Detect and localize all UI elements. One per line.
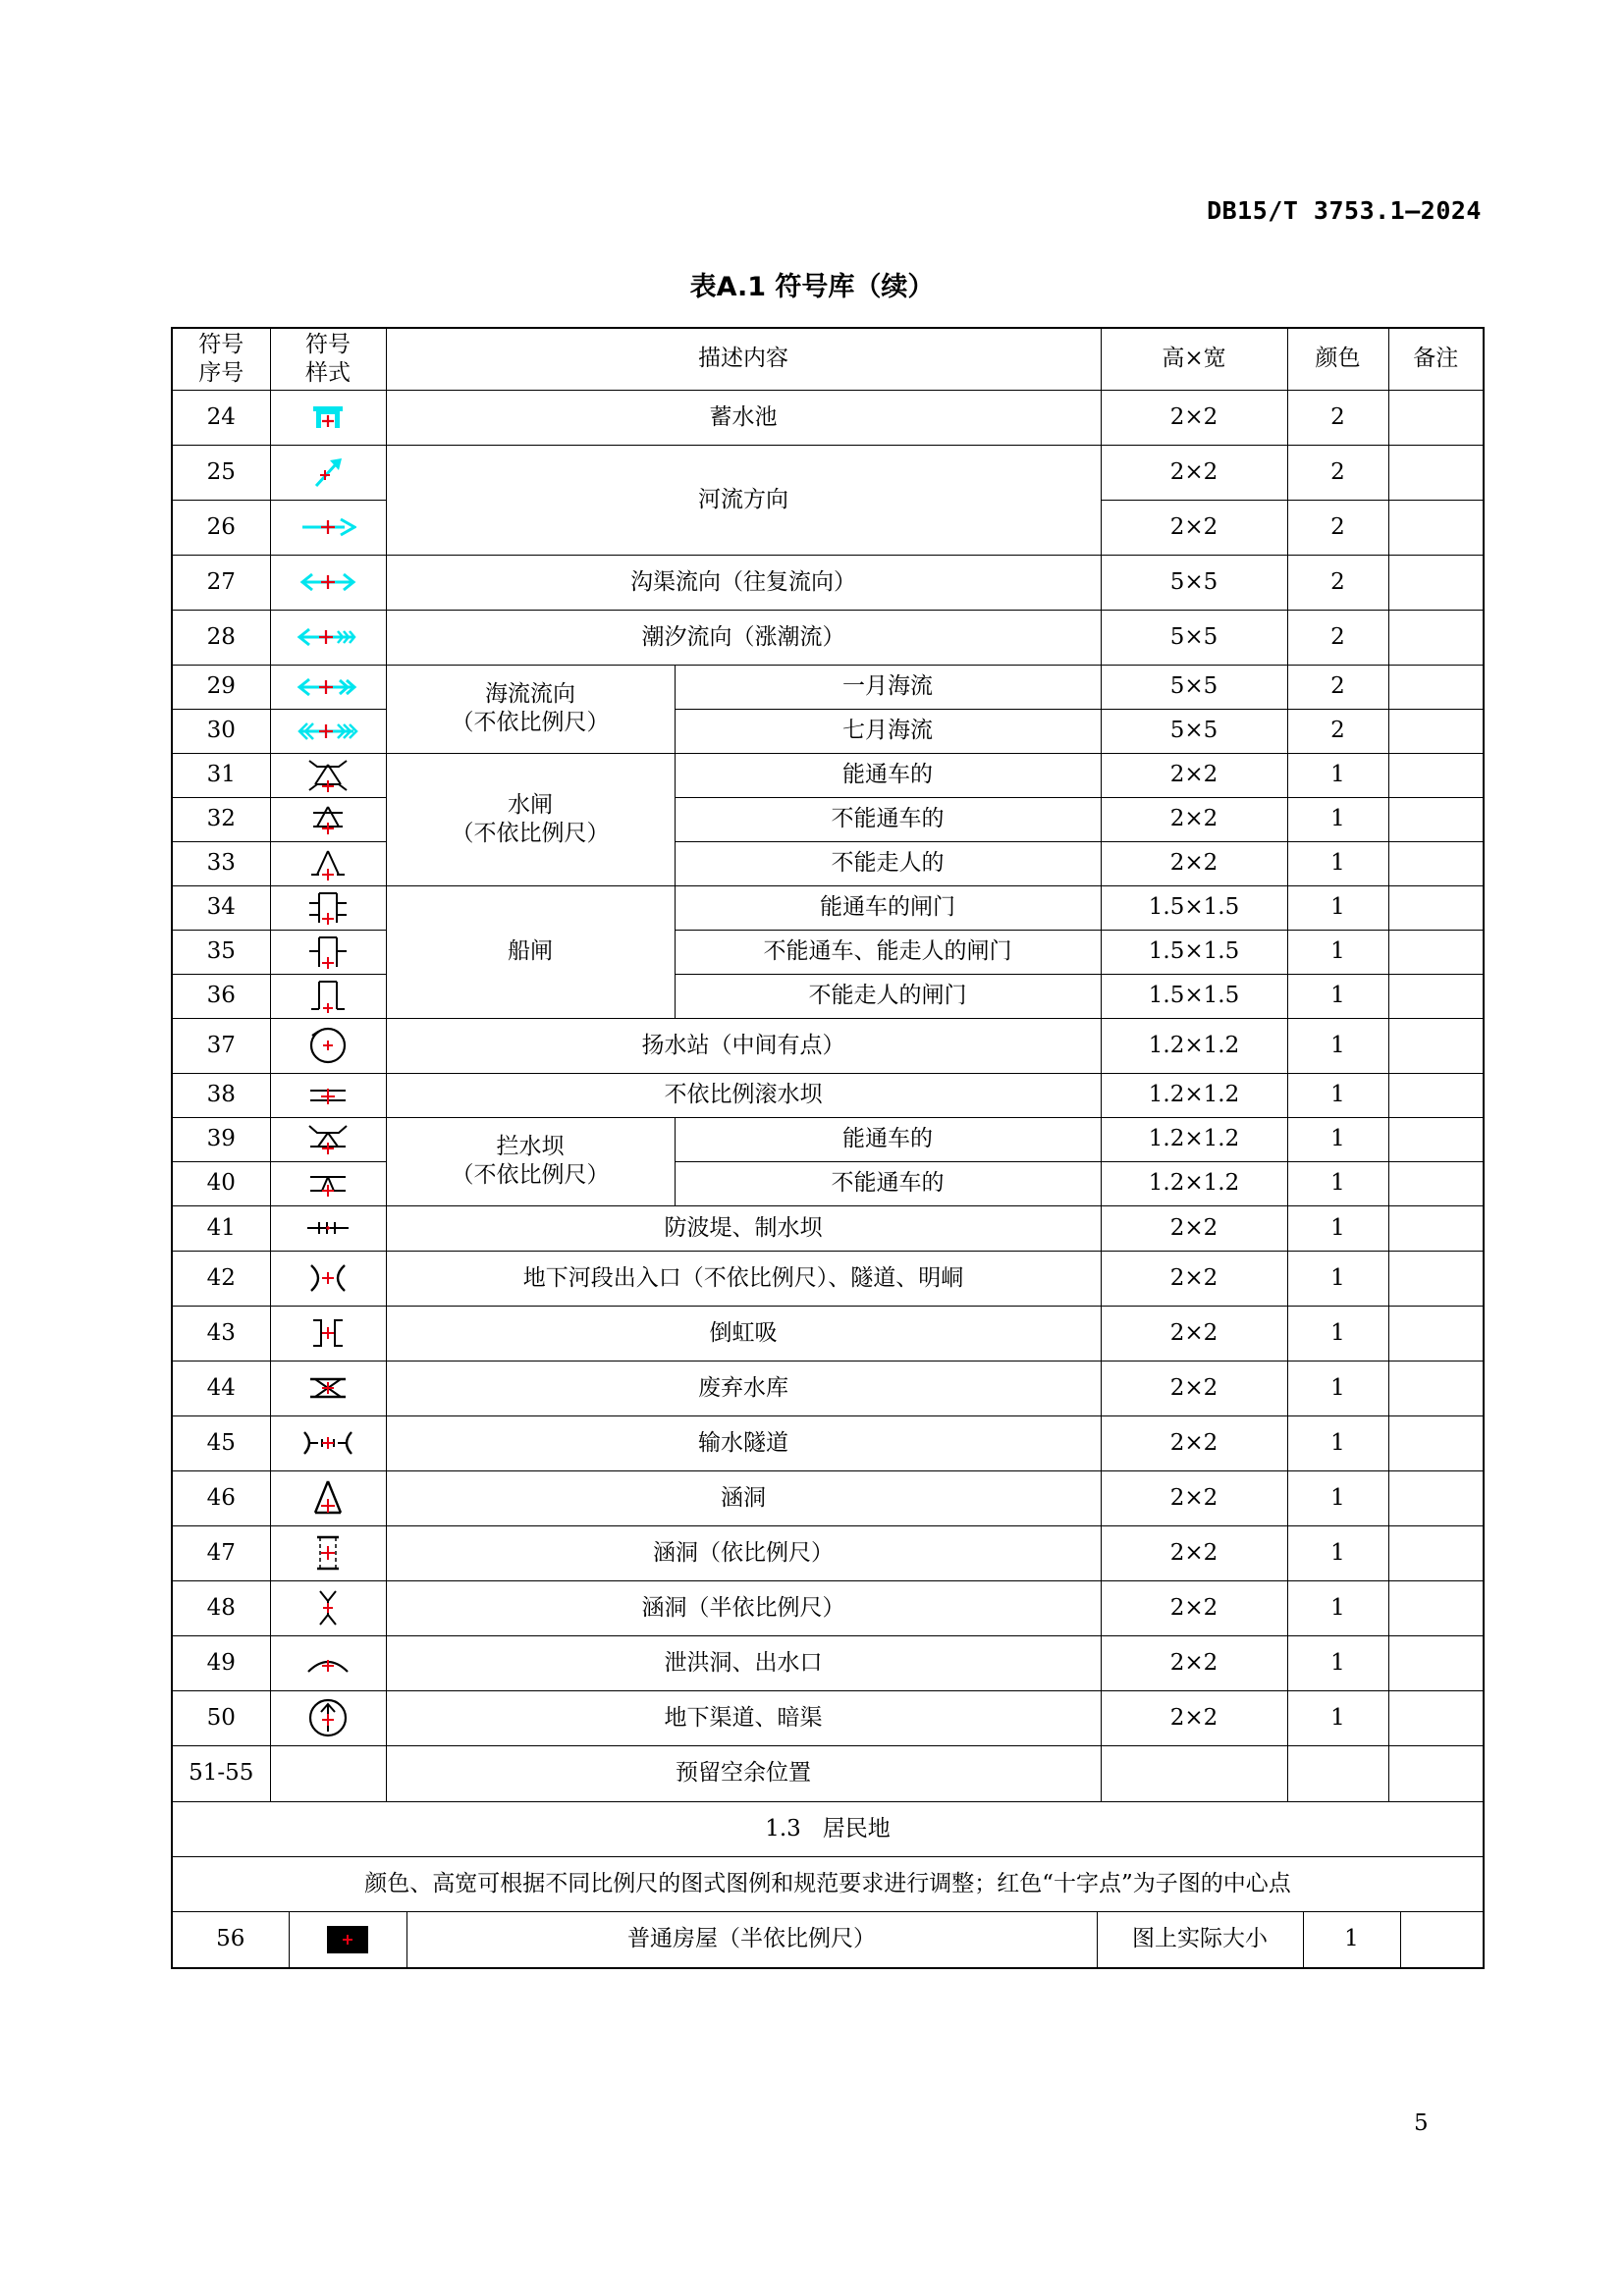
header-desc: 描述内容 [386, 328, 1101, 390]
row-note [1388, 974, 1484, 1018]
culvert-icon [270, 1470, 386, 1525]
table-row [172, 1306, 1484, 1361]
river-direction-diagonal-icon [270, 445, 386, 500]
row-desc: 涵洞（依比例尺） [386, 1525, 1101, 1580]
row-sub: 不能通车的 [675, 797, 1101, 841]
row-size: 2×2 [1101, 1361, 1287, 1415]
row-size: 2×2 [1101, 1251, 1287, 1306]
table-row [172, 445, 1484, 500]
row-size: 2×2 [1101, 445, 1287, 500]
table-row [172, 1161, 1484, 1205]
river-direction-horizontal-icon [270, 500, 386, 555]
row-note [1400, 1912, 1485, 1967]
row-note [1388, 1205, 1484, 1251]
row-desc: 泄洪洞、出水口 [386, 1635, 1101, 1690]
rolling-dam-icon [270, 1073, 386, 1117]
row-note [1388, 390, 1484, 445]
tidal-flow-icon [270, 610, 386, 665]
row-no: 32 [172, 797, 270, 841]
table-row [172, 1635, 1484, 1690]
row-size: 2×2 [1101, 1415, 1287, 1470]
table-row [172, 1073, 1484, 1117]
row-color: 1 [1287, 1361, 1388, 1415]
section-note: 颜色、高宽可根据不同比例尺的图式图例和规范要求进行调整；红色“十字点”为子图的中心点 [172, 1856, 1484, 1911]
row-sub: 不能走人的 [675, 841, 1101, 885]
row-color: 1 [1287, 1073, 1388, 1117]
table-row [172, 930, 1484, 974]
row-color: 1 [1287, 1415, 1388, 1470]
row-color: 1 [1287, 797, 1388, 841]
row-no: 41 [172, 1205, 270, 1251]
table-row [172, 1525, 1484, 1580]
row-color: 1 [1287, 1306, 1388, 1361]
row-color: 1 [1287, 885, 1388, 930]
row-color: 1 [1287, 1205, 1388, 1251]
row-sub: 能通车的 [675, 753, 1101, 797]
row-note [1388, 1251, 1484, 1306]
culvert-half-scaled-icon [270, 1580, 386, 1635]
inverted-siphon-icon [270, 1306, 386, 1361]
page-number: 5 [1414, 2110, 1429, 2136]
header-color: 颜色 [1287, 328, 1388, 390]
table-row [172, 1018, 1484, 1073]
water-tunnel-icon [270, 1415, 386, 1470]
row-color: 2 [1287, 555, 1388, 610]
row-size: 1.5×1.5 [1101, 930, 1287, 974]
row-note [1388, 1117, 1484, 1161]
row-no: 42 [172, 1251, 270, 1306]
row-color: 1 [1287, 1580, 1388, 1635]
row-no: 31 [172, 753, 270, 797]
ship-lock-pedestrian-icon [270, 930, 386, 974]
row-desc: 倒虹吸 [386, 1306, 1101, 1361]
row-note [1388, 1525, 1484, 1580]
row-no: 45 [172, 1415, 270, 1470]
table-row [172, 1251, 1484, 1306]
row-color: 1 [1287, 1525, 1388, 1580]
row-note [1388, 885, 1484, 930]
row-size: 2×2 [1101, 1470, 1287, 1525]
header-style: 符号 样式 [270, 328, 386, 390]
row-sub: 七月海流 [675, 709, 1101, 753]
table-row [172, 555, 1484, 610]
group-ocean-current: 海流流向 （不依比例尺） [386, 665, 675, 753]
row-no: 34 [172, 885, 270, 930]
row-size: 5×5 [1101, 555, 1287, 610]
row-no: 24 [172, 390, 270, 445]
row-sub: 一月海流 [675, 665, 1101, 709]
row-color: 1 [1287, 930, 1388, 974]
row-no: 46 [172, 1470, 270, 1525]
row-desc: 地下渠道、暗渠 [386, 1690, 1101, 1745]
row-color: 2 [1287, 445, 1388, 500]
row-note [1388, 797, 1484, 841]
table-row [172, 1117, 1484, 1161]
row-color: 1 [1287, 1117, 1388, 1161]
row-no: 25 [172, 445, 270, 500]
row-no: 49 [172, 1635, 270, 1690]
row-size: 1.2×1.2 [1101, 1073, 1287, 1117]
row-no: 30 [172, 709, 270, 753]
table-row [172, 797, 1484, 841]
row-color: 1 [1287, 1470, 1388, 1525]
section-row-table [173, 1912, 1485, 1967]
table-row [172, 390, 1484, 445]
culvert-scaled-icon [270, 1525, 386, 1580]
row-note [1388, 1161, 1484, 1205]
row-sub: 能通车的闸门 [675, 885, 1101, 930]
row-size: 5×5 [1101, 665, 1287, 709]
row-color: 2 [1287, 709, 1388, 753]
row-size: 2×2 [1101, 1205, 1287, 1251]
row-size: 2×2 [1101, 390, 1287, 445]
row-size: 图上实际大小 [1097, 1912, 1303, 1967]
row-sub: 不能走人的闸门 [675, 974, 1101, 1018]
section-title-row [172, 1801, 1484, 1856]
row-note [1388, 1306, 1484, 1361]
sluice-vehicle-icon [270, 753, 386, 797]
row-size: 1.5×1.5 [1101, 885, 1287, 930]
row-no: 29 [172, 665, 270, 709]
row-size: 5×5 [1101, 610, 1287, 665]
breakwater-icon [270, 1205, 386, 1251]
row-size: 2×2 [1101, 1525, 1287, 1580]
row-color: 1 [1287, 1635, 1388, 1690]
ship-lock-no-pedestrian-icon [270, 974, 386, 1018]
row-color: 1 [1287, 753, 1388, 797]
table-row [172, 974, 1484, 1018]
row-size: 2×2 [1101, 1690, 1287, 1745]
row-desc: 普通房屋（半依比例尺） [406, 1912, 1097, 1967]
group-river-direction: 河流方向 [386, 445, 1101, 555]
row-size: 2×2 [1101, 797, 1287, 841]
row-size: 2×2 [1101, 841, 1287, 885]
row-size: 2×2 [1101, 1306, 1287, 1361]
row-no: 26 [172, 500, 270, 555]
row-desc: 输水隧道 [386, 1415, 1101, 1470]
row-color: 1 [1287, 1161, 1388, 1205]
row-sub: 不能通车的 [675, 1161, 1101, 1205]
row-symbol-empty [270, 1745, 386, 1801]
row-no: 39 [172, 1117, 270, 1161]
row-sub: 不能通车、能走人的闸门 [675, 930, 1101, 974]
row-color: 1 [1287, 974, 1388, 1018]
row-color: 2 [1287, 390, 1388, 445]
row-no: 33 [172, 841, 270, 885]
table-row [172, 841, 1484, 885]
row-desc: 蓄水池 [386, 390, 1101, 445]
row-color [1287, 1745, 1388, 1801]
row-note [1388, 610, 1484, 665]
row-size: 1.5×1.5 [1101, 974, 1287, 1018]
row-note [1388, 1690, 1484, 1745]
row-note [1388, 1635, 1484, 1690]
document-code: DB15/T 3753.1—2024 [1207, 196, 1482, 225]
group-ship-lock: 船闸 [386, 885, 675, 1018]
row-note [1388, 753, 1484, 797]
reservoir-icon [270, 390, 386, 445]
row-note [1388, 709, 1484, 753]
row-no: 44 [172, 1361, 270, 1415]
row-desc: 废弃水库 [386, 1361, 1101, 1415]
barrage-no-vehicle-icon [270, 1161, 386, 1205]
table-row [172, 1745, 1484, 1801]
table-row [172, 1580, 1484, 1635]
row-color: 2 [1287, 665, 1388, 709]
row-size: 2×2 [1101, 1635, 1287, 1690]
row-size: 2×2 [1101, 753, 1287, 797]
row-note [1388, 555, 1484, 610]
pumping-station-icon [270, 1018, 386, 1073]
row-no: 51-55 [172, 1745, 270, 1801]
row-no: 43 [172, 1306, 270, 1361]
group-barrage: 拦水坝 （不依比例尺） [386, 1117, 675, 1205]
row-note [1388, 841, 1484, 885]
row-note [1388, 1415, 1484, 1470]
row-color: 1 [1303, 1912, 1400, 1967]
row-desc: 扬水站（中间有点） [386, 1018, 1101, 1073]
row-size [1101, 1745, 1287, 1801]
row-color: 2 [1287, 500, 1388, 555]
row-desc: 地下河段出入口（不依比例尺）、隧道、明峒 [386, 1251, 1101, 1306]
row-no: 48 [172, 1580, 270, 1635]
underground-canal-icon [270, 1690, 386, 1745]
section-title: 1.3 居民地 [172, 1801, 1484, 1856]
row-no: 38 [172, 1073, 270, 1117]
ship-lock-vehicle-icon [270, 885, 386, 930]
row-size: 5×5 [1101, 709, 1287, 753]
row-no: 28 [172, 610, 270, 665]
row-color: 1 [1287, 1251, 1388, 1306]
ordinary-house-icon [289, 1912, 406, 1967]
row-no: 40 [172, 1161, 270, 1205]
row-color: 1 [1287, 1018, 1388, 1073]
row-color: 2 [1287, 610, 1388, 665]
row-no: 27 [172, 555, 270, 610]
table-row [172, 610, 1484, 665]
sluice-no-vehicle-icon [270, 797, 386, 841]
barrage-vehicle-icon [270, 1117, 386, 1161]
header-size: 高×宽 [1101, 328, 1287, 390]
row-desc: 潮汐流向（涨潮流） [386, 610, 1101, 665]
row-desc: 防波堤、制水坝 [386, 1205, 1101, 1251]
row-desc: 涵洞（半依比例尺） [386, 1580, 1101, 1635]
row-desc: 沟渠流向（往复流向） [386, 555, 1101, 610]
row-size: 1.2×1.2 [1101, 1117, 1287, 1161]
row-desc: 预留空余位置 [386, 1745, 1101, 1801]
row-no: 50 [172, 1690, 270, 1745]
table-row [172, 1690, 1484, 1745]
spillway-outlet-icon [270, 1635, 386, 1690]
row-no: 47 [172, 1525, 270, 1580]
header-row [172, 328, 1484, 390]
row-note [1388, 1073, 1484, 1117]
row-desc: 涵洞 [386, 1470, 1101, 1525]
row-note [1388, 1470, 1484, 1525]
row-color: 1 [1287, 1690, 1388, 1745]
table-row [172, 665, 1484, 709]
table-row [172, 1415, 1484, 1470]
table-title: 表A.1 符号库（续） [689, 272, 935, 302]
row-note [1388, 445, 1484, 500]
row-note [1388, 500, 1484, 555]
ocean-current-july-icon [270, 709, 386, 753]
header-note: 备注 [1388, 328, 1484, 390]
table-row [172, 1361, 1484, 1415]
row-size: 1.2×1.2 [1101, 1018, 1287, 1073]
symbol-table [171, 327, 1485, 1969]
table-row [172, 709, 1484, 753]
row-no: 36 [172, 974, 270, 1018]
row-no: 56 [173, 1912, 289, 1967]
row-desc: 不依比例滚水坝 [386, 1073, 1101, 1117]
row-note [1388, 1580, 1484, 1635]
table-row [172, 1911, 1484, 1968]
row-color: 1 [1287, 841, 1388, 885]
row-note [1388, 930, 1484, 974]
row-no: 35 [172, 930, 270, 974]
row-size: 2×2 [1101, 500, 1287, 555]
ocean-current-january-icon [270, 665, 386, 709]
group-sluice: 水闸 （不依比例尺） [386, 753, 675, 885]
canal-bidirectional-flow-icon [270, 555, 386, 610]
row-sub: 能通车的 [675, 1117, 1101, 1161]
header-seq: 符号 序号 [172, 328, 270, 390]
row-size: 2×2 [1101, 1580, 1287, 1635]
table-row [172, 885, 1484, 930]
table-row [172, 753, 1484, 797]
row-note [1388, 1361, 1484, 1415]
table-row [172, 1205, 1484, 1251]
table-row [172, 1470, 1484, 1525]
row-note [1388, 1018, 1484, 1073]
section-note-row [172, 1856, 1484, 1911]
abandoned-reservoir-icon [270, 1361, 386, 1415]
sluice-no-pedestrian-icon [270, 841, 386, 885]
underground-river-entrance-icon [270, 1251, 386, 1306]
row-size: 1.2×1.2 [1101, 1161, 1287, 1205]
row-note [1388, 665, 1484, 709]
row-no: 37 [172, 1018, 270, 1073]
row-note [1388, 1745, 1484, 1801]
